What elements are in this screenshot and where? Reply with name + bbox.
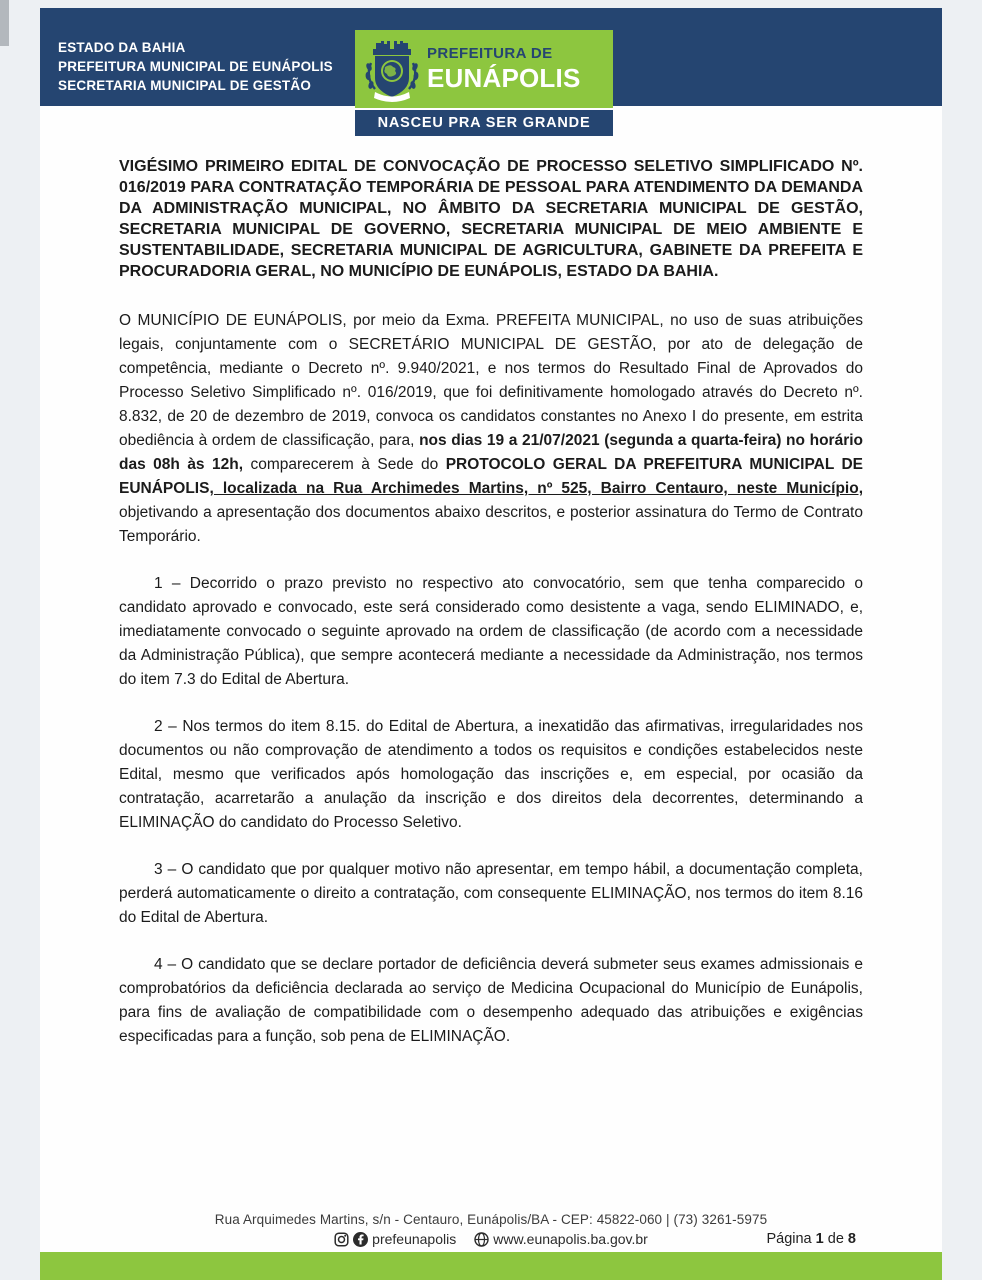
page-number-total: 8 (847, 1231, 856, 1247)
page-number-label: Página (766, 1231, 812, 1247)
scan-edge-artifact (0, 0, 9, 46)
page-number-of: de (827, 1231, 844, 1247)
globe-icon (474, 1232, 489, 1247)
document-title: VIGÉSIMO PRIMEIRO EDITAL DE CONVOCAÇÃO DE PROCESSO SELETIVO SIMPLIFICADO Nº. 016/2019 PARA CONTRATAÇÃO TEMPORÁRIA DE PESSOAL PARA ATENDIMENTO DA DEMANDA DA ADMINISTRAÇÃO MUNICIPAL, NO ÂMBITO DA SECRETARIA MUNICIPAL DE GESTÃO, SECRETARIA MUNICIPAL DE GOVERNO, SECRETARIA MUNICIPAL DE MEIO AMBIENTE E SUSTENTABILIDADE, SECRETARIA MUNICIPAL DE AGRICULTURA, GABINETE DA PREFEITA E PROCURADORIA GERAL, NO MUNICÍPIO DE EUNÁPOLIS, ESTADO DA BAHIA. (119, 158, 863, 280)
intro-segment: comparecerem à Sede do (250, 456, 446, 473)
footer-address: Rua Arquimedes Martins, s/n - Centauro, Eunápolis/BA - CEP: 45822-060 | (73) 3261-5975 (214, 1212, 768, 1227)
logo-line-1: PREFEITURA DE (427, 44, 553, 62)
intro-paragraph (119, 309, 863, 549)
instagram-icon (334, 1232, 349, 1247)
numbered-item-2: 2 – Nos termos do item 8.15. do Edital de Abertura, a inexatidão das afirmativas, irregularidades nos documentos ou não comprovação de atendimento a todos os requisitos e condições estabelecidos neste Edital, mesmo que verificados após homologação das inscrições e, em especial, por ocasião da contratação, acarretarão a anulação da inscrição e dos direitos dela decorrentes, determinando a ELIMINAÇÃO do candidato do Processo Seletivo. (119, 718, 863, 831)
numbered-item-4: 4 – O candidato que se declare portador de deficiência deverá submeter seus exames admissionais e comprobatórios da deficiência declarada ao serviço de Medicina Ocupacional do Município de Eunápolis, para fins de avaliação de compatibilidade com o desempenho adequado das atribuições e exigências especificadas para a função, sob pena de ELIMINAÇÃO. (119, 956, 863, 1045)
facebook-icon (353, 1232, 368, 1247)
document-page (40, 8, 942, 1280)
intro-segment: objetivando a apresentação dos documentos abaixo descritos, e posterior assinatura do Termo de Contrato Temporário. (119, 504, 863, 545)
logo-line-2: EUNÁPOLIS (427, 62, 581, 93)
footer-green-bar (40, 1252, 942, 1280)
logo-wordmark (427, 45, 580, 94)
intro-segment: O MUNICÍPIO DE EUNÁPOLIS, por meio da Exma. PREFEITA MUNICIPAL, no uso de suas atribuições legais, conjuntamente com o SECRETÁRIO MUNICIPAL DE GESTÃO, por ato de delegação de competência, mediante o Decreto nº. 9.940/2021, e nos termos do Resultado Final de Aprovados do Processo Seletivo Simplificado nº. 016/2019, que foi definitivamente homologado através do Decreto nº. 8.832, de 20 de dezembro de 2019, convoca os candidatos constantes no Anexo I do presente, em estrita obediência à ordem de classificação, para, (119, 312, 863, 449)
intro-segment-address-underlined: , localizada na Rua Archimedes Martins, nº 525, Bairro Centauro, neste Município, (209, 480, 863, 497)
logo-green-box (355, 30, 613, 108)
institution-block (58, 38, 333, 95)
website-url: www.eunapolis.ba.gov.br (493, 1231, 648, 1247)
numbered-item-1: 1 – Decorrido o prazo previsto no respectivo ato convocatório, sem que tenha comparecido o candidato aprovado e convocado, este será considerado como desistente a vaga, sendo ELIMINADO, e, imediatamente convocado o seguinte aprovado na ordem de classificação (de acordo com a necessidade da Administração Pública), que sempre acontecerá mediante a necessidade da Administração, nos termos do item 7.3 do Edital de Abertura. (119, 575, 863, 688)
intro-segment-protocol-bold: PROTOCOLO GERAL DA PREFEITURA MUNICIPAL DE EUNÁPOLIS (119, 456, 863, 497)
document-body (119, 106, 863, 1049)
logo-slogan-banner: NASCEU PRA SER GRANDE (355, 110, 613, 136)
page-number-current: 1 (815, 1231, 824, 1247)
institution-line-city: PREFEITURA MUNICIPAL DE EUNÁPOLIS (58, 59, 333, 74)
intro-segment-dates-bold: nos dias 19 a 21/07/2021 (segunda a quarta-feira) no horário das 08h às 12h, (119, 432, 864, 473)
institution-line-state: ESTADO DA BAHIA (58, 40, 186, 55)
numbered-item-3: 3 – O candidato que por qualquer motivo não apresentar, em tempo hábil, a documentação completa, perderá automaticamente o direito a contratação, com consequente ELIMINAÇÃO, nos termos do item 8.16 do Edital de Abertura. (119, 861, 863, 926)
prefeitura-logo (355, 30, 613, 136)
page-number (766, 1231, 856, 1247)
social-handle: prefeunapolis (372, 1231, 457, 1247)
coat-of-arms-icon (363, 35, 421, 103)
institution-line-secretary: SECRETARIA MUNICIPAL DE GESTÃO (58, 78, 312, 93)
